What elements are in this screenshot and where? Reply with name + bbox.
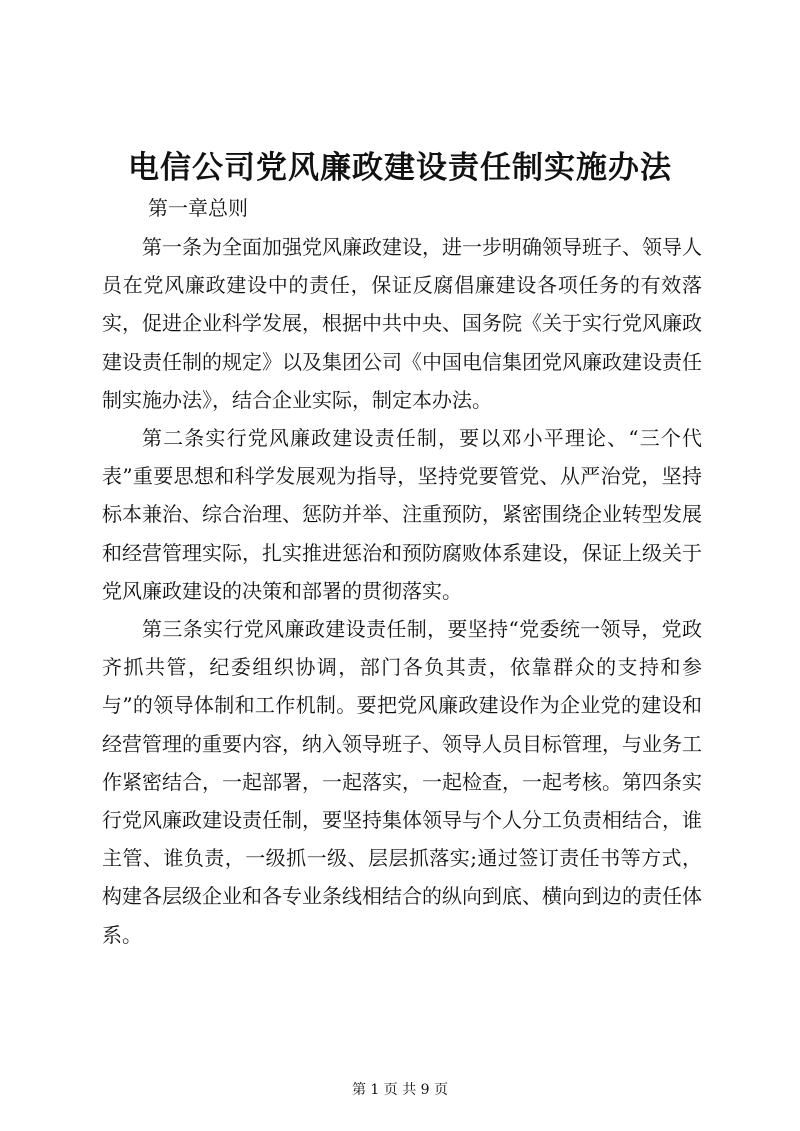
article-paragraph-2: 第二条实行党风廉政建设责任制，要以邓小平理论、“三个代表”重要思想和科学发展观为指导，坚持党要管党、从严治党，坚持标本兼治、综合治理、惩防并举、注重预防，紧密围绕企业转型发展和经营管理实际，扎实推进惩治和预防腐败体系建设，保证上级关于党风廉政建设的决策和部署的贯彻落实。: [102, 426, 702, 603]
page-footer: 第 1 页 共 9 页: [351, 1082, 449, 1098]
article-paragraph-3: 第三条实行党风廉政建设责任制，要坚持“党委统一领导，党政齐抓共管，纪委组织协调，部门各负其责，依靠群众的支持和参与”的领导体制和工作机制。要把党风廉政建设作为企业党的建设和经营管理的重要内容，纳入领导班子、领导人员目标管理，与业务工作紧密结合，一起部署，一起落实，一起检查，一起考核。第四条实行党风廉政建设责任制，要坚持集体领导与个人分工负责相结合，谁主管、谁负责，一级抓一级、层层抓落实;通过签订责任书等方式，构建各层级企业和各专业条线相结合的纵向到底、横向到边的责任体系。: [102, 617, 702, 947]
chapter-heading: 第一章总则: [148, 196, 248, 220]
document-title: 电信公司党风廉政建设责任制实施办法: [128, 150, 672, 186]
article-paragraph-1: 第一条为全面加强党风廉政建设，进一步明确领导班子、领导人员在党风廉政建设中的责任，保证反腐倡廉建设各项任务的有效落实，促进企业科学发展，根据中共中央、国务院《关于实行党风廉政建设责任制的规定》以及集团公司《中国电信集团党风廉政建设责任制实施办法》，结合企业实际，制定本办法。: [102, 235, 702, 412]
document-body: [102, 228, 702, 954]
